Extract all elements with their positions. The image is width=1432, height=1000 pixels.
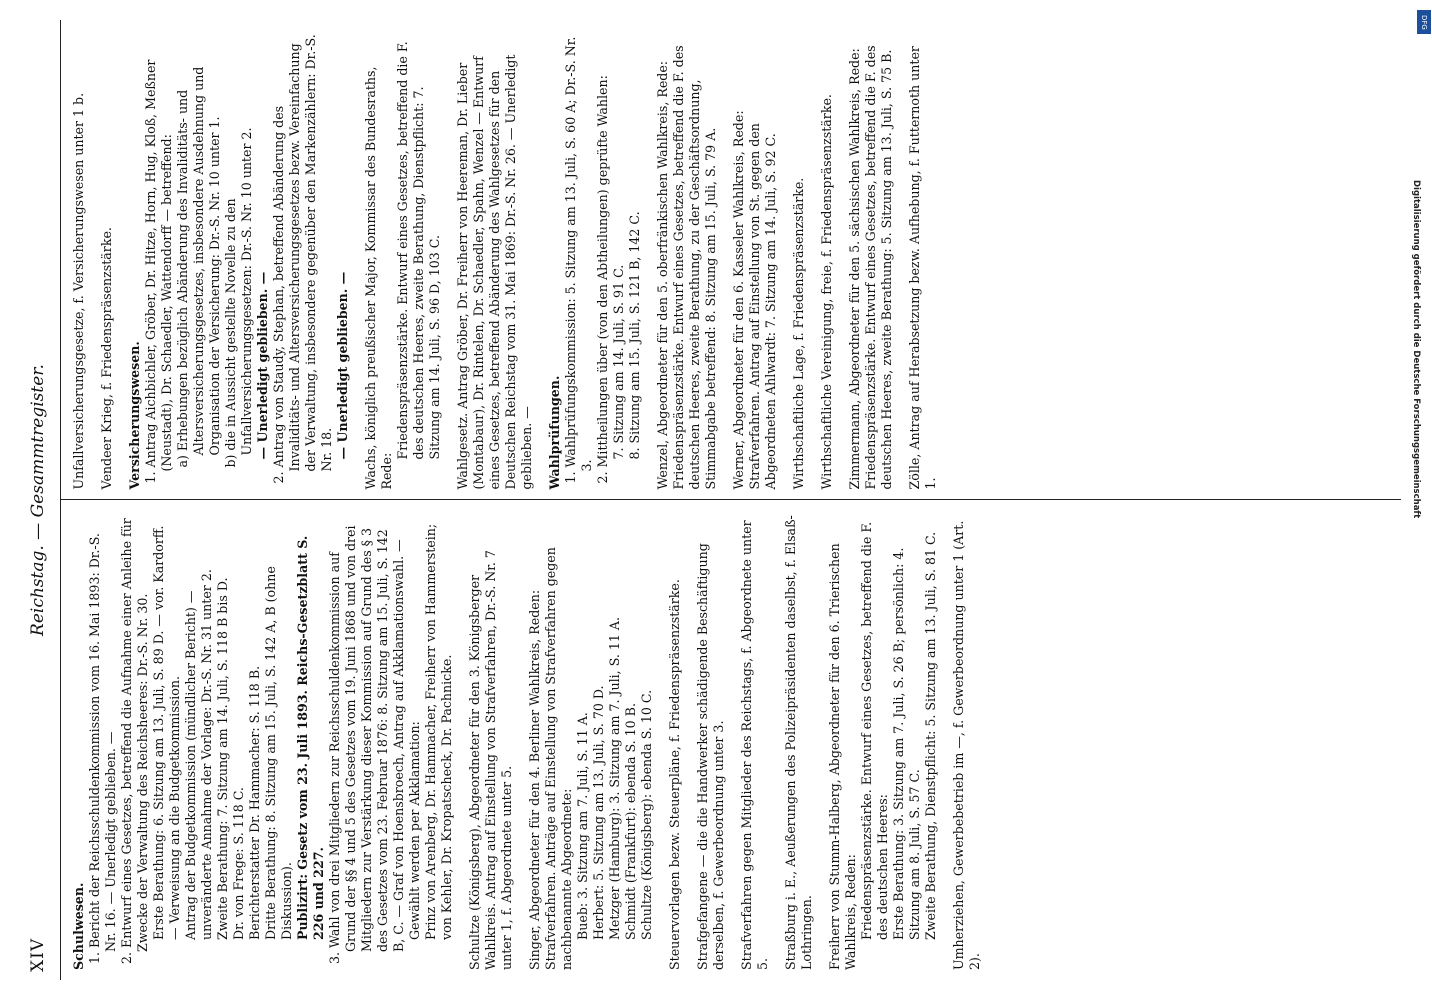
entry-line: Freiherr von Stumm-Halberg, Abgeordneter für den 6. Trierischen Wahlkreis, Reden: [827,543,858,970]
entry-line: Wirthschaftliche Lage, f. Friedenspräsenzstärke. [791,177,806,490]
entry-line: Unfallversicherungsgesetze, f. Versicherungswesen unter 1 b. [71,92,86,490]
entry-line: 2. Antrag von Staudy, Stephan, betreffend Abänderung des Invaliditäts- und Altersversicherungsgesetzes bezw. Vereinfachung der Verwaltung, insbesondere gegenüber den Markenzählern: Dr.-S. Nr. 18. [271,34,334,484]
page-header [20,20,61,980]
entry-wirthschaftliche-vereinigung [819,34,835,490]
entry-line: 8. Sitzung am 15. Juli, S. 121 B, 142 C. [627,211,642,460]
entry-line: Zweite Berathung, Dienstpflicht: 5. Sitzung am 13. Juli, S. 81 C. [923,531,938,940]
entry-line: Steuervorlagen bezw. Steuerpläne, f. Friedenspräsenzstärke. [667,579,682,970]
entry-line: 1. Antrag Aichbichler, Gröber, Dr. Hitze, Horn, Hug, Kloß, Meßner (Neustadt), Dr. Schaedler, Wattendorff — betreffend: [143,59,174,484]
entry-umherziehen [951,515,983,971]
entry-line: 2. Entwurf eines Gesetzes, betreffend die Aufnahme einer Anleihe für Zwecke der Verwaltung des Reichsheeres: Dr.-S. Nr. 30. [119,518,150,964]
entry-heading: Wahlprüfungen. [547,375,562,490]
entry-line: Singer, Abgeordneter für den 4. Berliner Wahlkreis, Reden: Strafverfahren. Anträge auf Einstellung von Strafverfahren gegen nachbenannte Abgeordnete: [527,547,574,970]
entry-line: Wahlgesetz. Antrag Gröber, Dr. Freiherr von Heereman, Dr. Lieber (Montabaur), Dr. Rintelen, Dr. Schaedler, Spahn, Wenzel — Entwurf eines Gesetzes, betreffend Abänderung des Wahlgesetzes für den Deutschen Reichstag vom 31. Mai 1869: Dr.-S. Nr. 26. — Unerledigt geblieben. — [455,54,534,490]
entry-line: Erste Berathung: 6. Sitzung am 13. Juli, S. 89 D. — vor. Kardorff. — Verweisung an die Budgetkommission. [151,525,182,940]
entry-line: 7. Sitzung am 14. Juli, S. 91 C. [611,264,626,460]
entry-line: von Kehler, Dr. Kropatscheck, Dr. Pachnicke. [439,654,454,940]
entry-line: Schultze (Königsberg), Abgeordneter für den 3. Königsberger Wahlkreis. Antrag auf Einstellung von Strafverfahren, Dr.-S. Nr. 7 unter 1, f. Abgeordnete unter 5. [467,550,514,970]
entry-heading: Versicherungswesen. [127,341,142,490]
entry-line: Zimmermann, Abgeordneter für den 5. sächsischen Wahlkreis, Rede: Friedenspräsenzstärke. Entwurf eines Gesetzes, betreffend die F. des deutschen Heeres, zweite Berathung: 5. Sitzung am 13. Juli, S. 75 B. [847,45,894,490]
entry-wenzel [655,34,719,490]
entry-line: Metzger (Hamburg): 3. Sitzung am 7. Juli, S. 11 A. [607,616,622,940]
entry-line: 3. Wahl von drei Mitgliedern zur Reichsschuldenkommission auf Grund der §§ 4 und 5 des Gesetzes vom 19. Juni 1868 und von drei Mitgliedern zur Verstärkung dieser Kommission auf Grund des § 3 des Gesetzes vom 23. Februar 1876: 8. Sitzung am 15. Juli, S. 142 B, C. — Graf von Hoensbroech, Antrag auf Akklamationswahl. — [327,525,406,964]
entry-werner [731,34,779,490]
entry-line: b) die in Aussicht gestellte Novelle zu den Unfallversicherungsgesetzen: Dr.-S. Nr. 10 unter 2. [223,127,254,468]
entry-line: Umherziehen, Gewerbebetrieb im —, f. Gewerbeordnung unter 1 (Art. 2). [951,520,982,970]
entry-wahlgesetz [455,34,535,490]
left-column [61,501,1401,981]
entry-line: Gewählt werden per Akklamation: [407,721,422,940]
register-page [20,20,1410,980]
entry-line: Berichterstatter Dr. Hammacher: S. 118 B. [247,665,262,940]
entry-steuervorlagen [667,515,683,971]
entry-line: Wachs, königlich preußischer Major, Kommissar des Bundesraths, Rede: [363,66,394,490]
entry-line: Werner, Abgeordneter für den 6. Kasseler Wahlkreis, Rede: Strafverfahren. Antrag auf Einstellung von St. gegen den Abgeordneten Ahlwardt: 7. Sitzung am 14. Juli, S. 92 C. [731,110,778,490]
entry-schulwesen [71,515,455,971]
entry-wachs [363,34,443,490]
entry-line: Dritte Berathung: 8. Sitzung am 15. Juli, S. 142 A, B (ohne Diskussion). [263,566,294,940]
entry-strafgefangene [695,515,727,971]
entry-wahlpruefungen [547,34,643,490]
entry-line: Dr. von Frege: S. 118 C. [231,787,246,940]
entry-line: Schmidt (Frankfurt): ebenda S. 10 B. [623,703,638,940]
entry-line: Strafverfahren gegen Mitglieder des Reichstags, f. Abgeordnete unter 5. [739,520,770,970]
entry-line: Straßburg i. E., Aeußerungen des Polizeipräsidenten daselbst, f. Elsaß-Lothringen. [783,515,814,970]
entry-line: Zölle, Antrag auf Herabsetzung bezw. Aufhebung, f. Futternoth unter 1. [907,46,938,490]
entry-line: Zweite Berathung: 7. Sitzung am 14. Juli, S. 118 B bis D. [215,577,230,940]
entry-line: Friedenspräsenzstärke. Entwurf eines Gesetzes, betreffend die F. des deutschen Heeres, zweite Berathung, Dienstpflicht: 7. Sitzung am 14. Juli, S. 96 D, 103 C. [395,41,442,460]
entry-line: — Unerledigt geblieben. — [335,271,350,460]
entry-line: — Unerledigt geblieben. — [255,271,270,460]
entry-wirthschaftliche-lage [791,34,807,490]
entry-schultze [467,515,515,971]
entry-line: a) Erhebungen bezüglich Abänderung des Invaliditäts- und Altersversicherungsgesetzes, insbesondere Ausdehnung und Organisation der Versicherung: Dr.-S. Nr. 10 unter 1. [175,66,222,468]
entry-line: Strafgefangene — die die Handwerker schädigende Beschäftigung derselben, f. Gewerbeordnung unter 3. [695,543,726,970]
entry-line: Erste Berathung: 3. Sitzung am 7. Juli, S. 26 B; persönlich: 4. Sitzung am 8. Juli, S. 57 C. [891,547,922,940]
entry-stumm [827,515,939,971]
entry-line: Vendeer Krieg, f. Friedenspräsenzstärke. [99,227,114,490]
right-column [61,20,1401,501]
entry-line: Publizirt: Gesetz vom 23. Juli 1893. Reichs-Gesetzblatt S. 226 und 227. [295,535,326,940]
entry-versicherungswesen [127,34,351,490]
page-number: XIV [28,937,48,972]
entry-line: Herbert: 5. Sitzung am 13. Juli, S. 70 D. [591,685,606,940]
entry-vendeer [99,34,115,490]
digitization-credit: Digitalisierung gefördert durch die Deutsche Forschungsgemeinschaft [1411,180,1421,519]
entry-line: Prinz von Arenberg, Dr. Hammacher, Freiherr von Hammerstein; [423,523,438,940]
entry-line: 2. Mittheilungen über (von den Abtheilungen) geprüfte Wahlen: [595,75,610,484]
entry-heading: Schulwesen. [71,882,86,970]
running-title: Reichstag. — Gesammtregister. [28,364,48,636]
entry-zimmermann [847,34,895,490]
entry-line: 1. Bericht der Reichsschuldenkommission vom 16. Mai 1893: Dr.-S. Nr. 16. — Unerledigt geblieben. — [87,533,118,964]
entry-line: Wirthschaftliche Vereinigung, freie, f. Friedenspräsenzstärke. [819,94,834,490]
entry-line: Bueb: 3. Sitzung am 7. Juli, S. 11 A. [575,712,590,940]
entry-line: Antrag der Budgetkommission (mündlicher Bericht) — unveränderte Annahme der Vorlage: Dr.-S. Nr. 31 unter 2. [183,569,214,940]
entry-line: Friedenspräsenzstärke. Entwurf eines Gesetzes, betreffend die F. des deutschen Heeres: [859,521,890,940]
entry-line: Schultze (Königsberg): ebenda S. 10 C. [639,689,654,940]
dfg-logo: DFG [1417,10,1431,34]
entry-unfall [71,34,87,490]
entry-zoelle [907,34,939,490]
entry-line: Wenzel, Abgeordneter für den 5. oberfränkischen Wahlkreis, Rede: Friedenspräsenzstärke. Entwurf eines Gesetzes, betreffend die F. des deutschen Heeres, zweite Berathung, zu der Geschäftsordnung, Stimmabgabe betreffend: 8. Sitzung am 15. Juli, S. 79 A. [655,45,718,490]
entry-strassburg [783,515,815,971]
entry-line: 1. Wahlprüfungskommission: 5. Sitzung am 13. Juli, S. 60 A; Dr.-S. Nr. 3. [563,36,594,484]
entry-singer [527,515,655,971]
entry-strafverfahren [739,515,771,971]
